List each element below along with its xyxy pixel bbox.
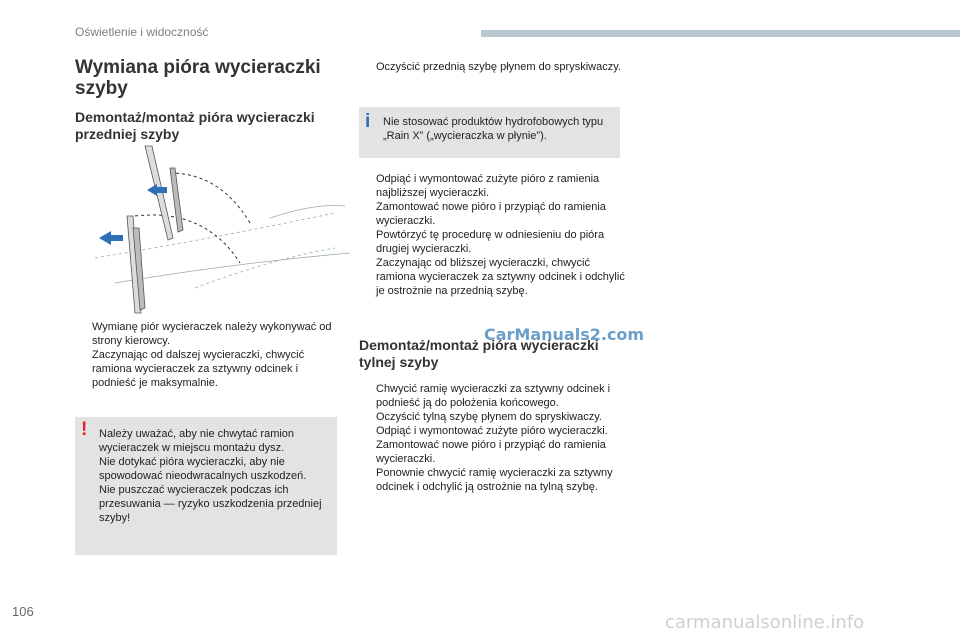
rear-wiper-heading: Demontaż/montaż pióra wycieraczki tylnej szyby — [359, 337, 599, 370]
page-number: 106 — [12, 604, 34, 619]
list-item: Oczyścić tylną szybę płynem do spryskiwaczy. — [376, 411, 602, 423]
section-header-bar — [481, 30, 960, 37]
list-item: Zaczynając od dalszej wycieraczki, chwycić ramiona wycieraczek za sztywny odcinek i podnieść je maksymalnie. — [92, 349, 305, 389]
footer-watermark: carmanualsonline.info — [665, 612, 865, 633]
warning-box — [75, 417, 337, 555]
list-item: Powtórzyć tę procedurę w odniesieniu do pióra drugiej wycieraczki. — [376, 229, 605, 255]
info-box — [359, 107, 620, 158]
list-item: Zamontować nowe pióro i przypiąć do ramienia wycieraczki. — [376, 201, 606, 227]
section-header-title: Oświetlenie i widoczność — [75, 25, 209, 39]
list-item: Odpiąć i wymontować zużyte pióro z ramienia najbliższej wycieraczki. — [376, 173, 600, 199]
info-text: Nie stosować produktów hydrofobowych typu „Rain X” („wycieraczka w płynie”). — [383, 116, 604, 142]
carmanuals-watermark: CarManuals2.com — [484, 325, 645, 344]
wiper-sweep-arcs — [135, 173, 250, 263]
page-title: Wymiana pióra wycieraczki szyby — [75, 57, 321, 99]
warning-exclamation-icon: ! — [81, 419, 88, 440]
list-item: Zamontować nowe pióro i przypiąć do ramienia wycieraczki. — [376, 439, 606, 465]
wiper-illustration — [75, 138, 355, 316]
front-wiper-heading: Demontaż/montaż pióra wycieraczki przedniej szyby — [75, 109, 315, 142]
rear-steps — [359, 382, 621, 494]
list-item: Chwycić ramię wycieraczki za sztywny odcinek i podnieść ją do położenia końcowego. — [376, 383, 611, 409]
list-item: Oczyścić przednią szybę płynem do spryskiwaczy. — [376, 61, 621, 73]
info-i-icon: i — [365, 111, 371, 132]
front-steps-right — [359, 172, 629, 298]
list-item: Wymianę piór wycieraczek należy wykonywać od strony kierowcy. — [92, 321, 332, 347]
front-steps-right-top — [359, 60, 621, 74]
wiper-arm-near — [127, 216, 145, 313]
list-item: Odpiąć i wymontować zużyte pióro wycieraczki. — [376, 425, 608, 437]
warning-text: Należy uważać, aby nie chwytać ramion wycieraczek w miejscu montażu dysz. Nie dotykać pióra wycieraczki, aby nie spowodować nieodwracalnych uszkodzeń. Nie puszczać wycieraczek podczas ich przesuwania — ryzyko uszkodzenia przedniej szyby! — [99, 428, 322, 524]
list-item: Zaczynając od bliższej wycieraczki, chwycić ramiona wycieraczek za sztywny odcinek i odchylić je ostrożnie na przednią szybę. — [376, 257, 625, 297]
list-item: Ponownie chwycić ramię wycieraczki za sztywny odcinek i odchylić ją ostrożnie na tylną szybę. — [376, 467, 613, 493]
front-steps-left — [75, 320, 343, 390]
